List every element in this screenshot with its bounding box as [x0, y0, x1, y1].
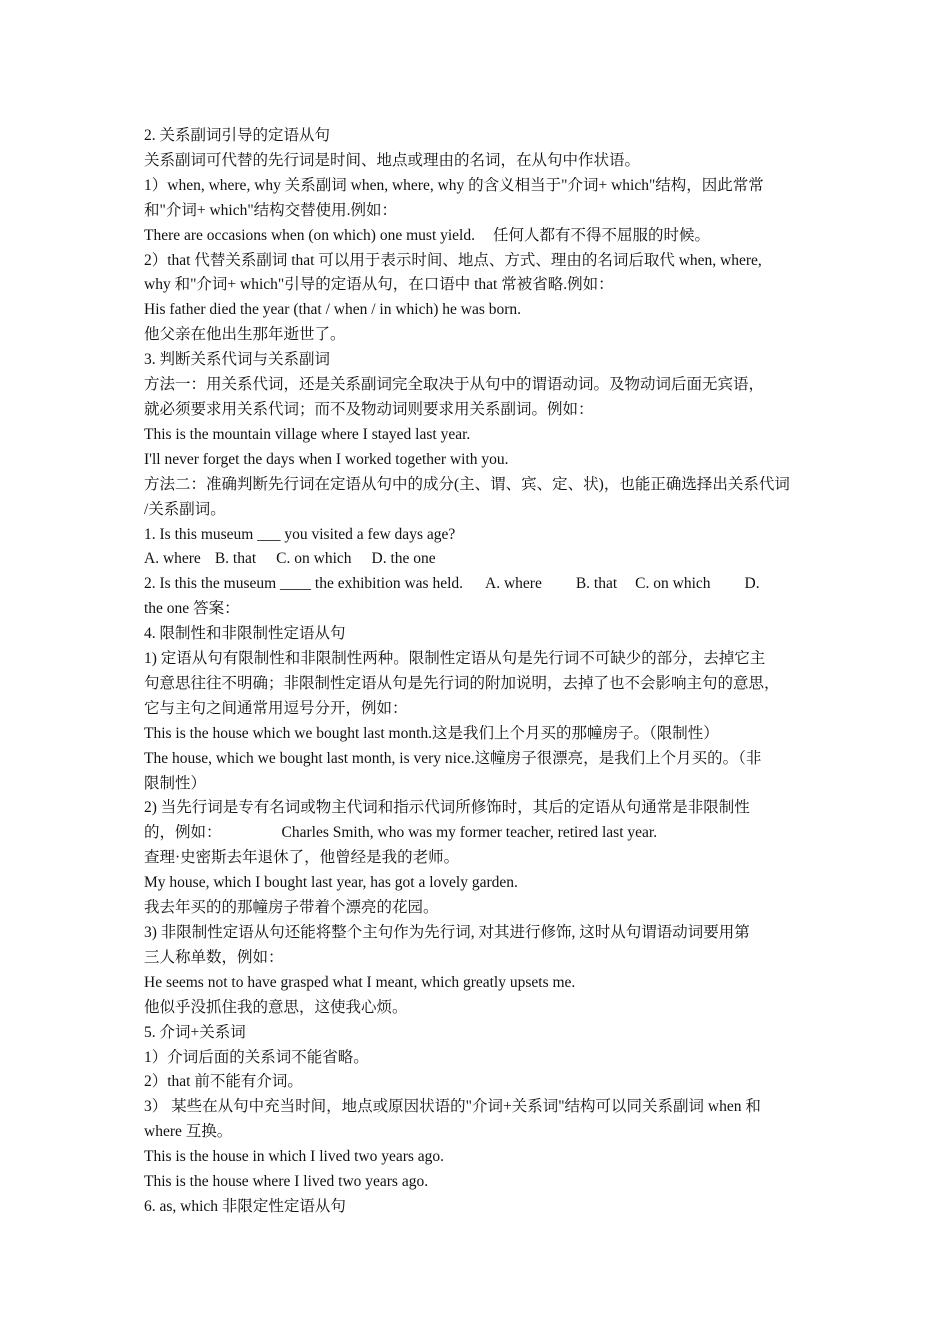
example-line: 我去年买的的那幢房子带着个漂亮的花园。 — [144, 899, 439, 917]
example-line — [144, 224, 816, 249]
section-heading: 2. 关系副词引导的定语从句 — [144, 127, 331, 144]
example-line: I'll never forget the days when I worked together with you. — [144, 450, 509, 468]
example-line: The house, which we bought last month, is very nice.这幢房子很漂亮，是我们上个月买的。（非 — [144, 749, 762, 767]
option-c: C. on which — [635, 575, 711, 593]
text-line: 1）when, where, why 关系副词 when, where, why 的含义相当于"介词+ which"结构，因此常常 — [144, 176, 764, 194]
option-a: A. where — [144, 550, 201, 568]
text-line: 三人称单数，例如： — [144, 948, 284, 966]
text-line: why 和"介词+ which"引导的定语从句，在口语中 that 常被省略.例如： — [144, 276, 614, 294]
text-line: 就必须要求用关系代词；而不及物动词则要求用关系副词。例如： — [144, 400, 594, 418]
section-heading: 5. 介词+关系词 — [144, 1023, 246, 1041]
section-heading: 6. as, which 非限定性定语从句 — [144, 1197, 346, 1215]
text-line: 和"介词+ which"结构交替使用.例如： — [144, 201, 398, 219]
question-line — [144, 572, 816, 597]
example-zh: 任何人都有不得不屈服的时候。 — [493, 226, 711, 244]
text-line: 2）that 前不能有介词。 — [144, 1073, 303, 1091]
option-d: D. — [744, 575, 760, 593]
question-line: 1. Is this museum ___ you visited a few days age? — [144, 525, 456, 543]
text-line: 1）介词后面的关系词不能省略。 — [144, 1048, 369, 1066]
text-line: 3) 非限制性定语从句还能将整个主句作为先行词, 对其进行修饰, 这时从句谓语动词要用第 — [144, 924, 750, 941]
option-c: C. on which — [276, 550, 352, 568]
text-line: 句意思往往不明确；非限制性定语从句是先行词的附加说明，去掉了也不会影响主句的意思， — [144, 674, 780, 692]
text-fragment: 的，例如： — [144, 824, 222, 842]
example-line: 查理·史密斯去年退休了，他曾经是我的老师。 — [144, 849, 460, 867]
example-line: He seems not to have grasped what I meant, which greatly upsets me. — [144, 973, 576, 991]
example-line: This is the mountain village where I stayed last year. — [144, 425, 471, 443]
example-line: My house, which I bought last year, has got a lovely garden. — [144, 874, 518, 892]
text-line: 限制性） — [144, 774, 207, 792]
text-line: 方法二：准确判断先行词在定语从句中的成分(主、谓、宾、定、状)，也能正确选择出关系代词 — [144, 475, 790, 493]
text-line: 方法一：用关系代词，还是关系副词完全取决于从句中的谓语动词。及物动词后面无宾语， — [144, 376, 765, 394]
example-line: 他父亲在他出生那年逝世了。 — [144, 326, 346, 344]
text-line: 它与主句之间通常用逗号分开，例如： — [144, 699, 408, 717]
example-line: This is the house where I lived two years ago. — [144, 1173, 429, 1191]
options-line — [144, 547, 816, 572]
option-b: B. that — [575, 575, 618, 593]
text-line: 关系副词可代替的先行词是时间、地点或理由的名词，在从句中作状语。 — [144, 151, 641, 169]
text-line: /关系副词。 — [144, 500, 226, 518]
example-line: This is the house which we bought last month.这是我们上个月买的那幢房子。（限制性） — [144, 724, 719, 742]
text-line: 3） 某些在从句中充当时间，地点或原因状语的"介词+关系词"结构可以同关系副词 when 和 — [144, 1098, 761, 1116]
text-line: the one 答案： — [144, 600, 240, 618]
text-line: 2) 当先行词是专有名词或物主代词和指示代词所修饰时，其后的定语从句通常是非限制性 — [144, 799, 750, 817]
option-a: A. where — [485, 575, 542, 593]
question-text: 2. Is this the museum ____ the exhibition was held. — [144, 575, 464, 593]
example-line: This is the house in which I lived two years ago. — [144, 1148, 445, 1166]
text-line: 2）that 代替关系副词 that 可以用于表示时间、地点、方式、理由的名词后取代 when, where, — [144, 251, 762, 269]
text-line: 1) 定语从句有限制性和非限制性两种。限制性定语从句是先行词不可缺少的部分，去掉它主 — [144, 650, 766, 668]
section-heading: 3. 判断关系代词与关系副词 — [144, 351, 331, 369]
section-heading: 4. 限制性和非限制性定语从句 — [144, 625, 346, 643]
example-line: 他似乎没抓住我的意思，这使我心烦。 — [144, 998, 408, 1016]
example-line: His father died the year (that / when / in which) he was born. — [144, 301, 522, 319]
example-en: Charles Smith, who was my former teacher, retired last year. — [281, 824, 658, 842]
example-en: There are occasions when (on which) one must yield. — [144, 226, 475, 244]
option-b: B. that — [214, 550, 257, 568]
text-line: where 互换。 — [144, 1123, 233, 1141]
example-line — [144, 821, 816, 846]
document-page — [144, 124, 816, 1220]
option-d: D. the one — [371, 550, 436, 568]
